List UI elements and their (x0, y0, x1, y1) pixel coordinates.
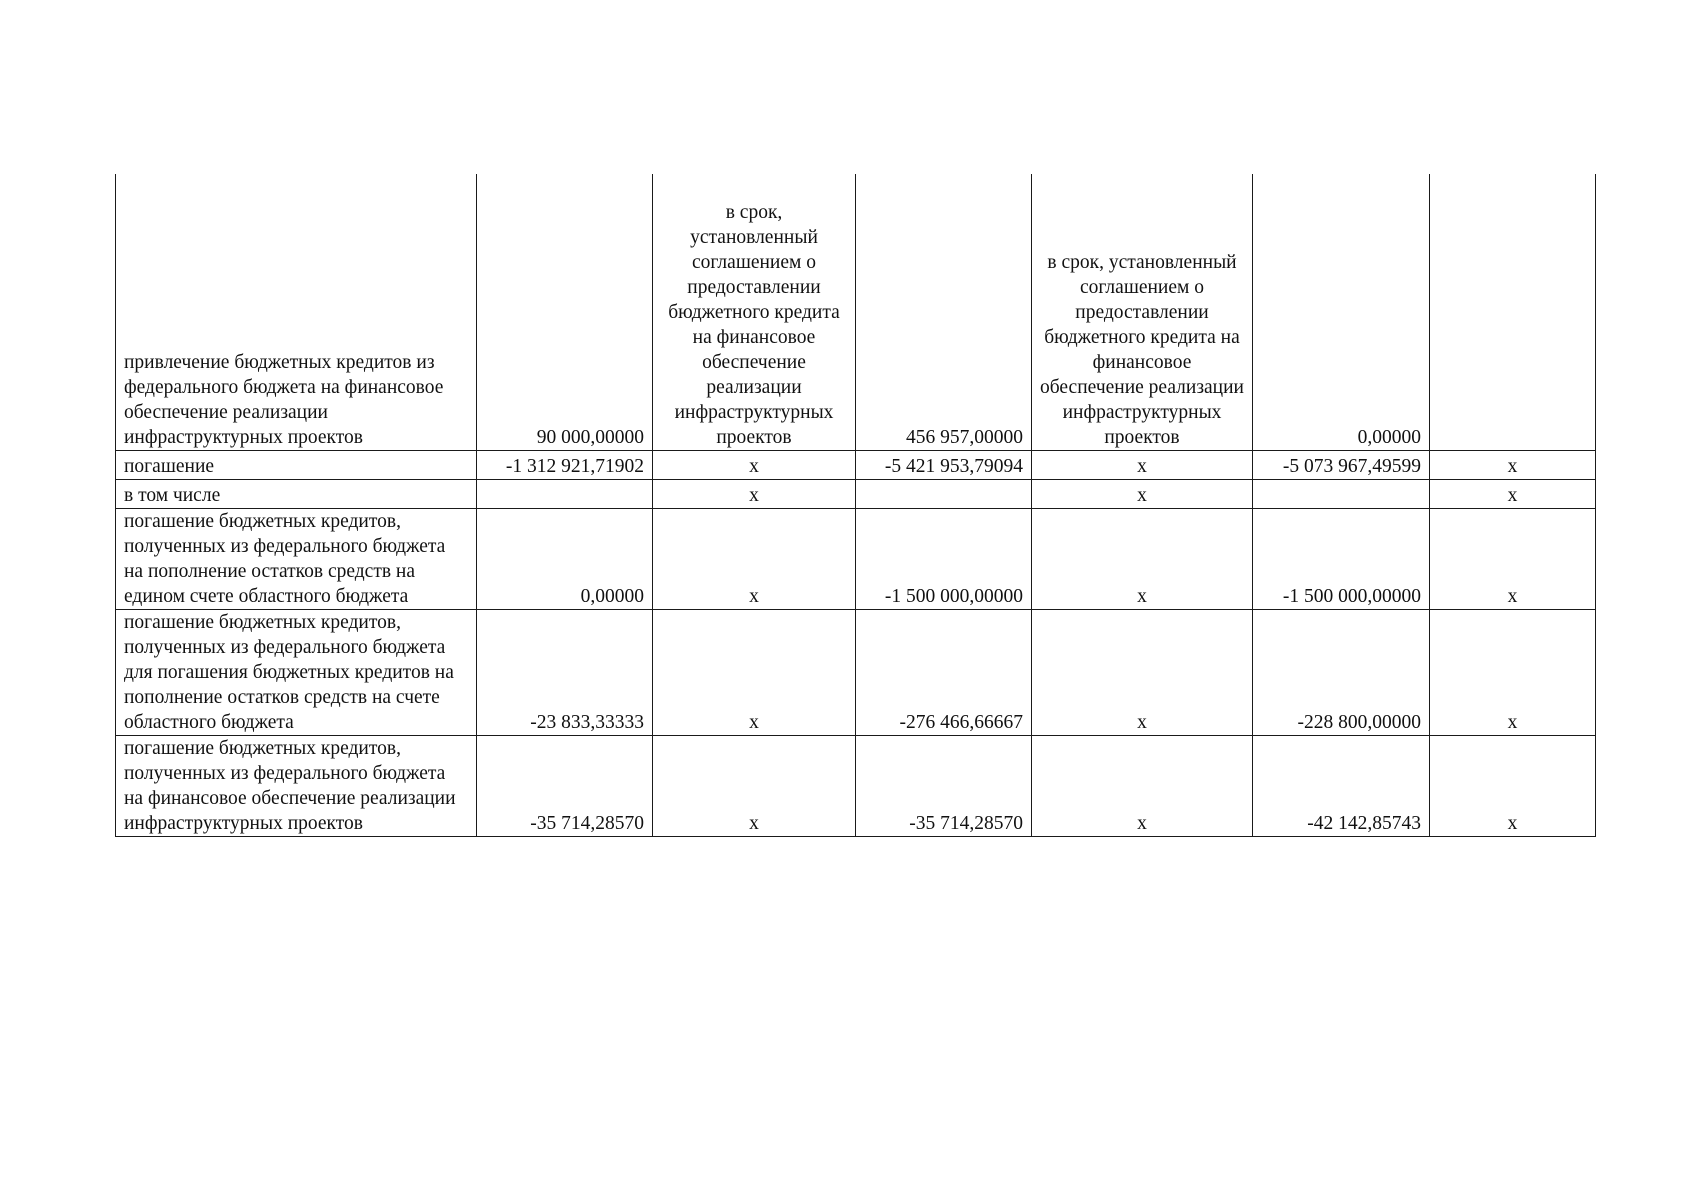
repayment-term-cell: x (1032, 736, 1253, 837)
budget-credits-table (115, 174, 1596, 837)
repayment-term-cell: x (1032, 480, 1253, 509)
repayment-term-cell: x (1430, 610, 1596, 736)
repayment-term-cell: x (1032, 509, 1253, 610)
row-description: погашение (116, 451, 477, 480)
row-description: погашение бюджетных кредитов, полученных из федерального бюджета для погашения бюджетных кредитов на пополнение остатков средств на счете областного бюджета (116, 610, 477, 736)
amount-cell (477, 480, 653, 509)
amount-cell (1253, 480, 1430, 509)
amount-cell: -23 833,33333 (477, 610, 653, 736)
repayment-term-cell (1430, 174, 1596, 451)
row-description: в том числе (116, 480, 477, 509)
amount-cell: 0,00000 (1253, 174, 1430, 451)
repayment-term-cell: в срок, установленный соглашением о предоставлении бюджетного кредита на финансовое обеспечение реализации инфраструктурных проектов (653, 174, 856, 451)
repayment-term-cell: x (1032, 451, 1253, 480)
amount-cell: 456 957,00000 (856, 174, 1032, 451)
amount-cell: -35 714,28570 (477, 736, 653, 837)
amount-cell: -5 073 967,49599 (1253, 451, 1430, 480)
amount-cell: -1 500 000,00000 (1253, 509, 1430, 610)
table-row (116, 451, 1596, 480)
repayment-term-cell: x (1430, 509, 1596, 610)
amount-cell (856, 480, 1032, 509)
amount-cell: -42 142,85743 (1253, 736, 1430, 837)
table-row (116, 480, 1596, 509)
repayment-term-cell: в срок, установленный соглашением о предоставлении бюджетного кредита на финансовое обеспечение реализации инфраструктурных проектов (1032, 174, 1253, 451)
amount-cell: -35 714,28570 (856, 736, 1032, 837)
repayment-term-cell: x (1032, 610, 1253, 736)
table-row (116, 610, 1596, 736)
amount-cell: -276 466,66667 (856, 610, 1032, 736)
amount-cell: -1 312 921,71902 (477, 451, 653, 480)
table-row (116, 174, 1596, 451)
amount-cell: 90 000,00000 (477, 174, 653, 451)
repayment-term-cell: x (1430, 451, 1596, 480)
repayment-term-cell: x (1430, 736, 1596, 837)
repayment-term-cell: x (653, 480, 856, 509)
row-description: погашение бюджетных кредитов, полученных из федерального бюджета на пополнение остатков средств на едином счете областного бюджета (116, 509, 477, 610)
amount-cell: -1 500 000,00000 (856, 509, 1032, 610)
amount-cell: -228 800,00000 (1253, 610, 1430, 736)
amount-cell: -5 421 953,79094 (856, 451, 1032, 480)
repayment-term-cell: x (653, 610, 856, 736)
row-description: привлечение бюджетных кредитов из федерального бюджета на финансовое обеспечение реализации инфраструктурных проектов (116, 174, 477, 451)
table-row (116, 736, 1596, 837)
repayment-term-cell: x (1430, 480, 1596, 509)
repayment-term-cell: x (653, 451, 856, 480)
repayment-term-cell: x (653, 736, 856, 837)
table-row (116, 509, 1596, 610)
row-description: погашение бюджетных кредитов, полученных из федерального бюджета на финансовое обеспечение реализации инфраструктурных проектов (116, 736, 477, 837)
repayment-term-cell: x (653, 509, 856, 610)
amount-cell: 0,00000 (477, 509, 653, 610)
